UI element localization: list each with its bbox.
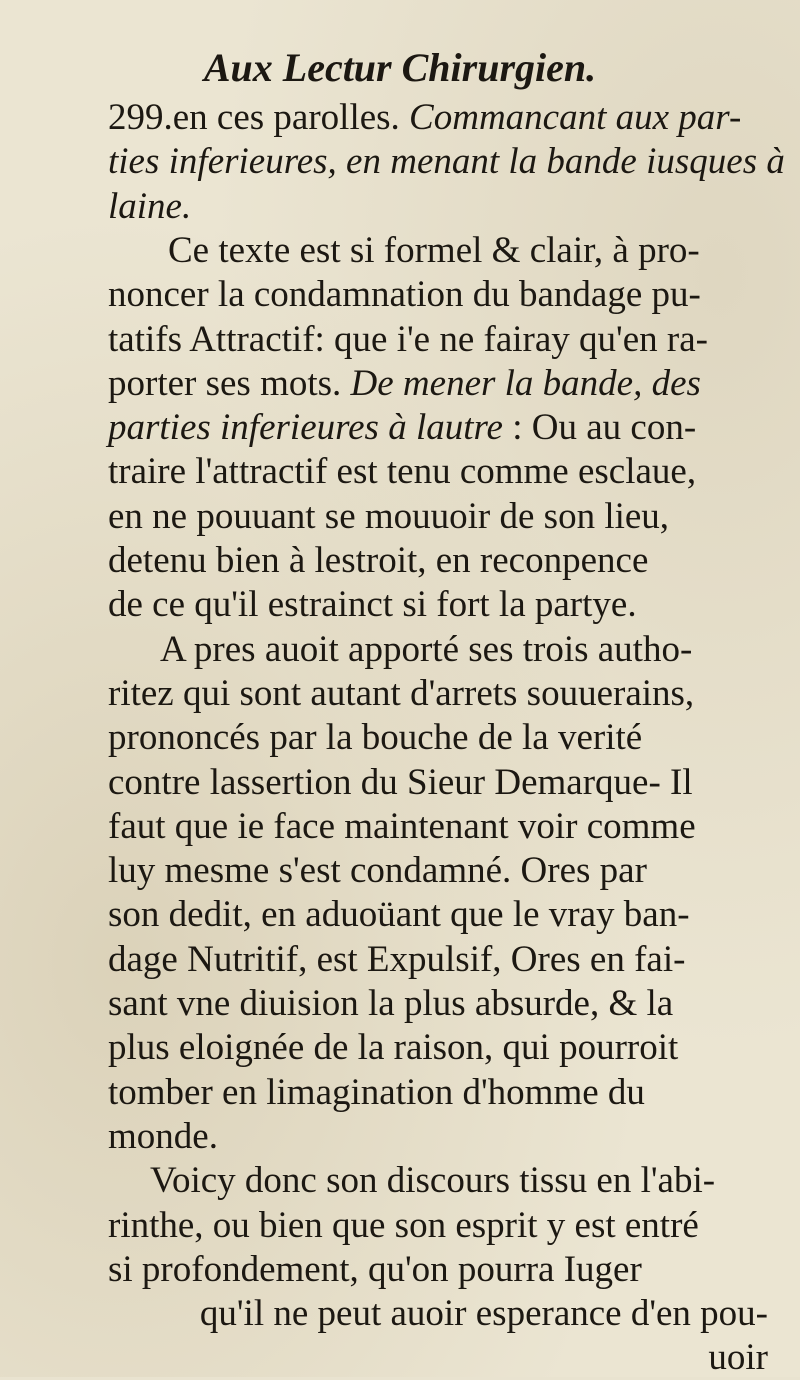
text-line: de ce qu'il estrainct si fort la partye.	[108, 584, 637, 626]
text-line: Voicy donc son discours tissu en l'abi-	[150, 1160, 716, 1202]
text-line: tatifs Attractif: que i'e ne fairay qu'en ra-	[108, 318, 708, 360]
text-line: si profondement, qu'on pourra Iuger	[108, 1248, 642, 1290]
text-line: qu'il ne peut auoir esperance d'en pou-	[199, 1293, 768, 1335]
text-line: luy mesme s'est condamné. Ores par	[108, 850, 647, 892]
running-head: Aux Lectur Chirurgien.	[203, 45, 597, 90]
text-line: ritez qui sont autant d'arrets souuerains,	[108, 672, 695, 714]
text-line: plus eloignée de la raison, qui pourroit	[108, 1027, 679, 1069]
text-line: rinthe, ou bien que son esprit y est entré	[108, 1204, 699, 1246]
text-line: en ne pouuant se mouuoir de son lieu,	[108, 495, 670, 537]
text-line: 299.en ces parolles. Commancant aux par-	[108, 97, 742, 138]
text-line: sant vne diuision la plus absurde, & la	[108, 983, 674, 1024]
text-line: prononcés par la bouche de la verité	[108, 717, 643, 759]
text-line: laine.	[108, 185, 192, 227]
text-line: detenu bien à lestroit, en reconpence	[108, 540, 649, 581]
text-line: parties inferieures à lautre : Ou au con-	[108, 407, 697, 449]
text-line: noncer la condamnation du bandage pu-	[108, 274, 701, 316]
text-line: monde.	[108, 1115, 218, 1157]
text-line: A pres auoit apporté ses trois autho-	[160, 628, 693, 670]
text-line: tomber en limagination d'homme du	[108, 1071, 645, 1113]
text-line: son dedit, en aduoüant que le vray ban-	[108, 894, 690, 936]
text-line: porter ses mots. De mener la bande, des	[108, 362, 701, 404]
text-line: dage Nutritif, est Expulsif, Ores en fai-	[108, 938, 686, 980]
text-line: traire l'attractif est tenu comme esclaue,	[108, 451, 697, 493]
text-line: ties inferieures, en menant la bande iusques à	[108, 141, 785, 183]
text-line: contre lassertion du Sieur Demarque- Il	[108, 761, 693, 803]
catchword: uoir	[708, 1337, 768, 1379]
text-line: faut que ie face maintenant voir comme	[108, 805, 696, 847]
text-line: Ce texte est si formel & clair, à pro-	[168, 229, 700, 271]
